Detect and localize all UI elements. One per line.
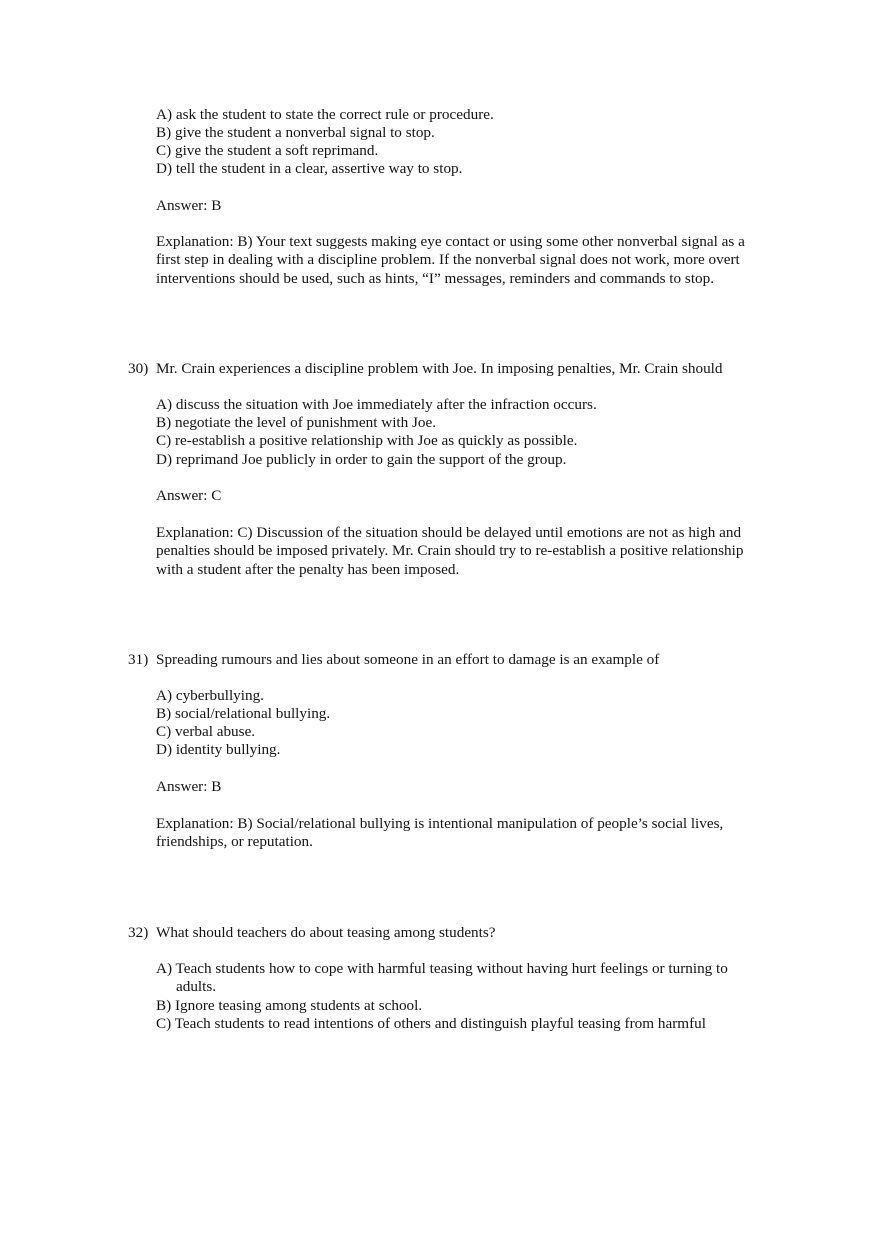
q32-option-c: C) Teach students to read intentions of others and distinguish playful teasing from harmful <box>156 1015 706 1032</box>
q30-explanation-line-3: with a student after the penalty has been imposed. <box>156 561 460 578</box>
q31-option-c: C) verbal abuse. <box>156 723 256 740</box>
q32-number: 32) <box>128 924 149 941</box>
q32-option-a: A) Teach students how to cope with harmful teasing without having hurt feelings or turning to <box>156 960 728 977</box>
q29-option-b: B) give the student a nonverbal signal to stop. <box>156 124 435 141</box>
q30-option-d: D) reprimand Joe publicly in order to gain the support of the group. <box>156 451 567 468</box>
q30-explanation-line-2: penalties should be imposed privately. Mr. Crain should try to re-establish a positive relationship <box>156 542 744 559</box>
q31-explanation-line-2: friendships, or reputation. <box>156 833 313 850</box>
q31-stem: Spreading rumours and lies about someone in an effort to damage is an example of <box>156 651 660 668</box>
q29-explanation-line-1: Explanation: B) Your text suggests making eye contact or using some other nonverbal signal as a <box>156 233 745 250</box>
q31-option-a: A) cyberbullying. <box>156 687 264 704</box>
q30-option-b: B) negotiate the level of punishment with Joe. <box>156 414 437 431</box>
q29-explanation-line-3: interventions should be used, such as hints, “I” messages, reminders and commands to stop. <box>156 270 715 287</box>
q32-option-a-continued: adults. <box>176 978 217 995</box>
q30-stem: Mr. Crain experiences a discipline problem with Joe. In imposing penalties, Mr. Crain should <box>156 360 723 377</box>
q29-option-a: A) ask the student to state the correct rule or procedure. <box>156 106 494 123</box>
q30-answer: Answer: C <box>156 487 222 504</box>
q32-stem: What should teachers do about teasing among students? <box>156 924 496 941</box>
q31-number: 31) <box>128 651 149 668</box>
q31-option-b: B) social/relational bullying. <box>156 705 331 722</box>
q31-answer: Answer: B <box>156 778 222 795</box>
q29-explanation-line-2: first step in dealing with a discipline problem. If the nonverbal signal does not work, more overt <box>156 251 740 268</box>
q32-option-b: B) Ignore teasing among students at school. <box>156 997 423 1014</box>
q29-answer: Answer: B <box>156 197 222 214</box>
q29-option-c: C) give the student a soft reprimand. <box>156 142 379 159</box>
q30-number: 30) <box>128 360 149 377</box>
q31-option-d: D) identity bullying. <box>156 741 281 758</box>
q30-option-c: C) re-establish a positive relationship with Joe as quickly as possible. <box>156 432 578 449</box>
q30-explanation-line-1: Explanation: C) Discussion of the situation should be delayed until emotions are not as high and <box>156 524 742 541</box>
q30-option-a: A) discuss the situation with Joe immediately after the infraction occurs. <box>156 396 597 413</box>
q29-option-d: D) tell the student in a clear, assertive way to stop. <box>156 160 463 177</box>
q31-explanation-line-1: Explanation: B) Social/relational bullying is intentional manipulation of people’s social lives, <box>156 815 724 832</box>
